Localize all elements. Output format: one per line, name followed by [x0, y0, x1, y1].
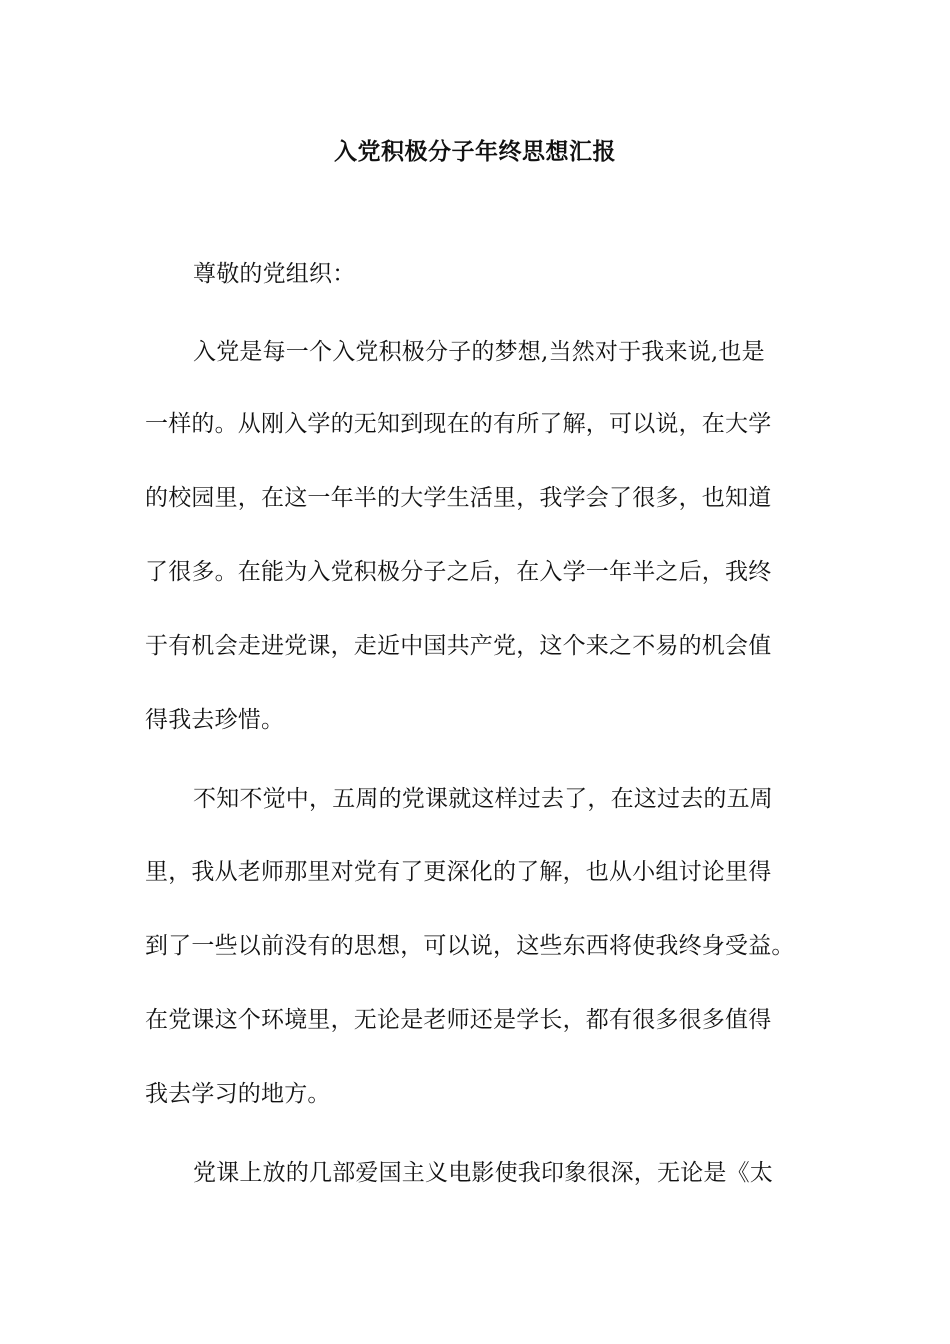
document-title: 入党积极分子年终思想汇报	[334, 138, 616, 165]
paragraph-line: 的校园里，在这一年半的大学生活里，我学会了很多，也知道	[145, 485, 772, 511]
paragraph-line: 在党课这个环境里，无论是老师还是学长，都有很多很多值得	[145, 1007, 772, 1033]
paragraph-line: 得我去珍惜。	[145, 707, 285, 733]
paragraph-line: 党课上放的几部爱国主义电影使我印象很深，无论是《太	[193, 1160, 773, 1186]
paragraph-line: 入党是每一个入党积极分子的梦想,当然对于我来说,也是	[193, 339, 765, 365]
paragraph-line: 于有机会走进党课，走近中国共产党，这个来之不易的机会值	[145, 633, 772, 659]
salutation: 尊敬的党组织：	[193, 261, 356, 287]
paragraph-line: 一样的。从刚入学的无知到现在的有所了解，可以说，在大学	[145, 411, 772, 437]
paragraph-line: 到了一些以前没有的思想，可以说，这些东西将使我终身受益。	[145, 933, 795, 959]
paragraph-line: 不知不觉中，五周的党课就这样过去了，在这过去的五周	[193, 786, 773, 812]
paragraph-line: 了很多。在能为入党积极分子之后，在入学一年半之后，我终	[145, 559, 772, 585]
paragraph-line: 我去学习的地方。	[145, 1081, 331, 1107]
paragraph-line: 里，我从老师那里对党有了更深化的了解，也从小组讨论里得	[145, 859, 772, 885]
